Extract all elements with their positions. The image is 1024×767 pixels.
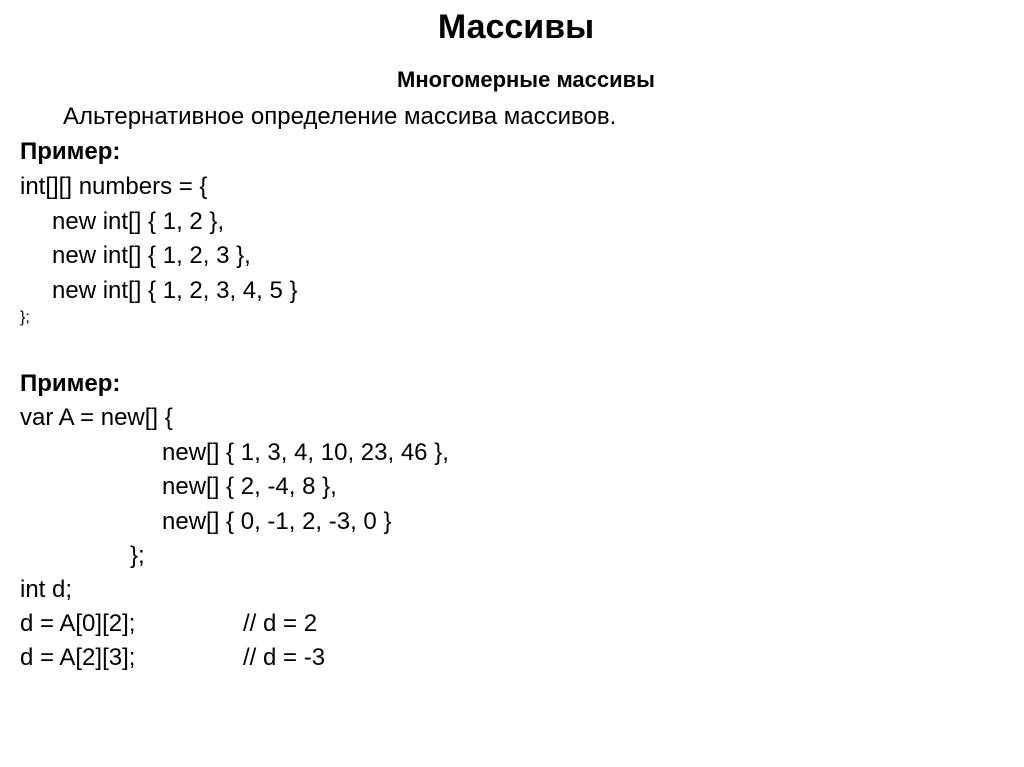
code-line: new[] { 2, -4, 8 }, <box>162 473 337 500</box>
slide-subtitle: Многомерные массивы <box>397 67 655 92</box>
code-line: new int[] { 1, 2, 3, 4, 5 } <box>52 277 298 304</box>
slide-title: Массивы <box>437 8 595 46</box>
code-line: }; <box>20 309 30 326</box>
code-line: new int[] { 1, 2, 3 }, <box>52 242 251 269</box>
example2-label: Пример: <box>20 370 121 397</box>
code-line: new[] { 1, 3, 4, 10, 23, 46 }, <box>162 439 449 466</box>
code-line: var A = new[] { <box>20 404 173 431</box>
code-line: int d; <box>20 576 73 603</box>
code-line: new[] { 0, -1, 2, -3, 0 } <box>162 508 392 535</box>
intro-text: Альтернативное определение массива массивов. <box>63 103 617 130</box>
code-comment: // d = 2 <box>243 610 318 637</box>
code-line: new int[] { 1, 2 }, <box>52 208 225 235</box>
code-line: d = A[2][3]; <box>20 644 136 671</box>
code-line: }; <box>130 542 145 569</box>
example1-label: Пример: <box>20 138 121 165</box>
code-comment: // d = -3 <box>243 644 326 671</box>
code-line: d = A[0][2]; <box>20 610 136 637</box>
code-line: int[][] numbers = { <box>20 173 208 200</box>
